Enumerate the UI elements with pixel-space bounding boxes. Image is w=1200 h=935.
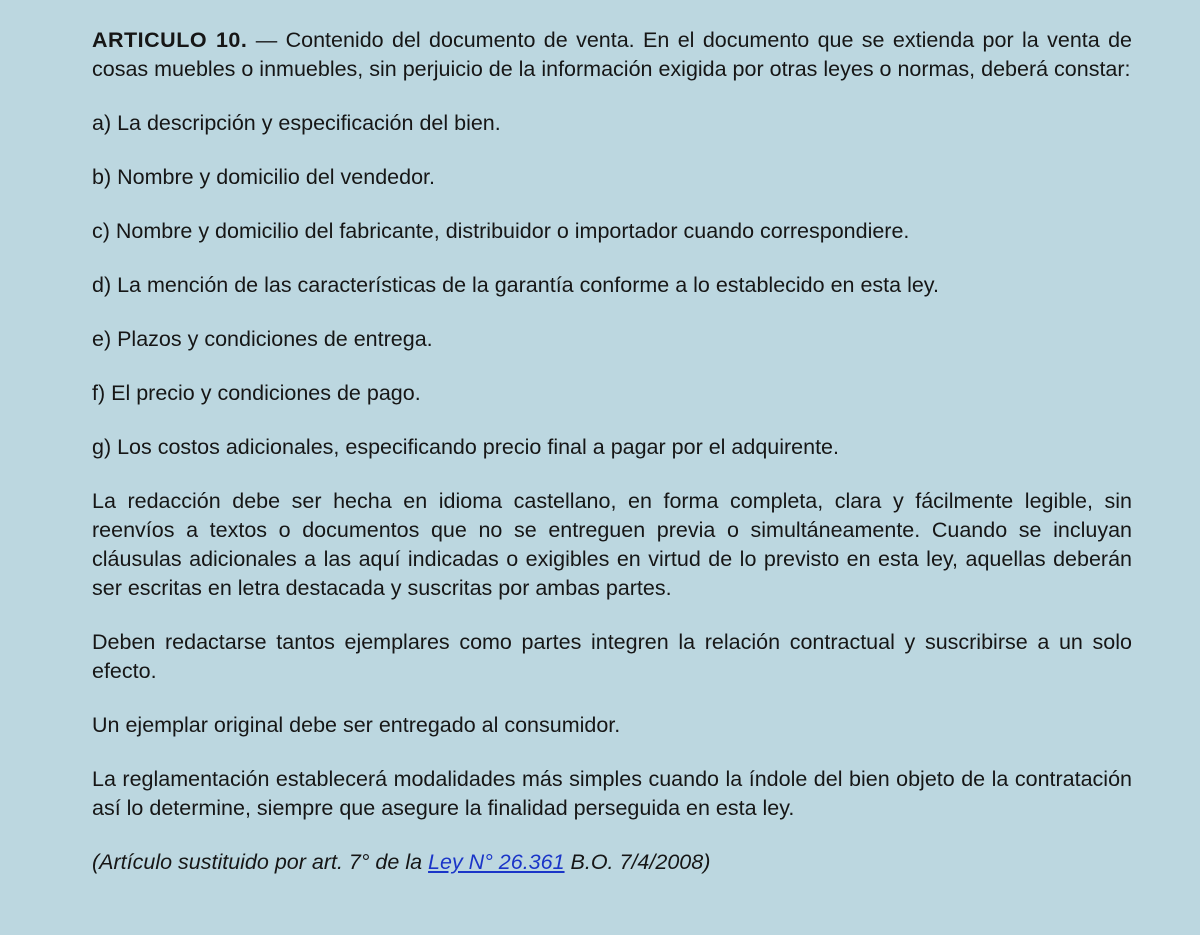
list-item-e: e) Plazos y condiciones de entrega. <box>92 327 433 351</box>
paragraph-original: Un ejemplar original debe ser entregado al consumidor. <box>92 713 621 737</box>
list-item-g: g) Los costos adicionales, especificando precio final a pagar por el adquirente. <box>92 435 839 459</box>
paragraph-language: La redacción debe ser hecha en idioma castellano, en forma completa, clara y fácilmente legible, sin reenvíos a textos o documentos que no se entreguen previa o simultáneamente. Cuando se incluyan cláusulas adicionales a las aquí indicadas o exigibles en virtud de lo previsto en esta ley, aquellas deberán ser escritas en letra destacada y suscritas por ambas partes. <box>92 489 1132 600</box>
paragraph-copies: Deben redactarse tantos ejemplares como partes integren la relación contractual y suscribirse a un solo efecto. <box>92 630 1132 683</box>
list-item-c: c) Nombre y domicilio del fabricante, distribuidor o importador cuando correspondiere. <box>92 219 910 243</box>
list-item-b: b) Nombre y domicilio del vendedor. <box>92 165 435 189</box>
list-item-f: f) El precio y condiciones de pago. <box>92 381 421 405</box>
list-item-a: a) La descripción y especificación del bien. <box>92 111 501 135</box>
amendment-note <box>92 848 1132 877</box>
clipped-previous-line <box>0 0 1200 6</box>
list-item-d: d) La mención de las características de la garantía conforme a lo establecido en esta ley. <box>92 273 939 297</box>
article-intro-text: — Contenido del documento de venta. En el documento que se extienda por la venta de cosas muebles o inmuebles, sin perjuicio de la información exigida por otras leyes o normas, deberá constar: <box>92 28 1132 81</box>
article-intro <box>92 26 1132 84</box>
paragraph-regulation: La reglamentación establecerá modalidades más simples cuando la índole del bien objeto de la contratación así lo determine, siempre que asegure la finalidad perseguida en esta ley. <box>92 767 1132 820</box>
law-link[interactable]: Ley N° 26.361 <box>428 850 565 874</box>
note-prefix: (Artículo sustituido por art. 7° de la <box>92 850 429 874</box>
note-suffix: B.O. 7/4/2008) <box>564 850 711 874</box>
article-heading: ARTICULO 10. <box>92 28 248 52</box>
